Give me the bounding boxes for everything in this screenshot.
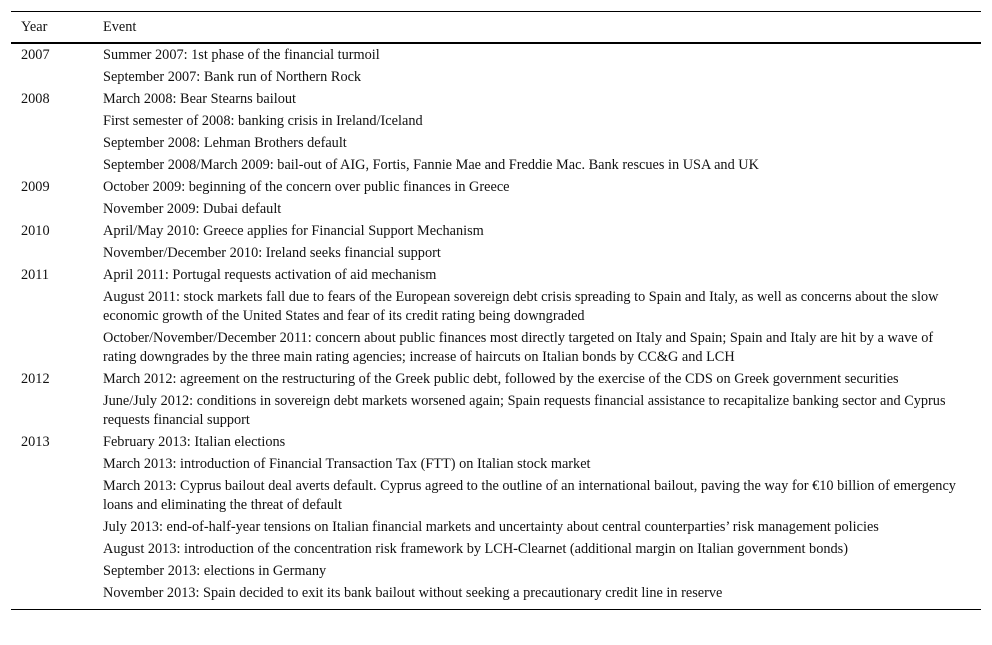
event-cell: June/July 2012: conditions in sovereign debt markets worsened again; Spain requests financial assistance to recapitalize banking sector and Cyprus requests financial support (103, 393, 946, 428)
table-row (11, 244, 981, 266)
table-row (11, 266, 981, 288)
table-row (11, 477, 981, 518)
year-cell: 2013 (21, 434, 50, 450)
event-cell: March 2012: agreement on the restructuring of the Greek public debt, followed by the exercise of the CDS on Greek government securities (103, 371, 899, 387)
year-cell (11, 112, 103, 134)
year-cell (11, 156, 103, 178)
event-cell: First semester of 2008: banking crisis in Ireland/Iceland (103, 113, 423, 129)
year-cell (11, 455, 103, 477)
table-row (11, 222, 981, 244)
year-cell (11, 584, 103, 609)
event-cell: August 2013: introduction of the concentration risk framework by LCH-Clearnet (additional margin on Italian government bonds) (103, 541, 848, 557)
table-row (11, 518, 981, 540)
table-row (11, 68, 981, 90)
table-row (11, 584, 981, 609)
table-row (11, 112, 981, 134)
year-cell (11, 68, 103, 90)
table-row (11, 200, 981, 222)
year-cell (11, 477, 103, 518)
table-row (11, 329, 981, 370)
table-row (11, 178, 981, 200)
year-cell: 2009 (21, 179, 50, 195)
year-cell (11, 392, 103, 433)
year-cell (11, 200, 103, 222)
event-cell: April/May 2010: Greece applies for Financial Support Mechanism (103, 223, 484, 239)
events-table-container (11, 11, 981, 610)
event-cell: November 2013: Spain decided to exit its bank bailout without seeking a precautionary credit line in reserve (103, 585, 723, 601)
event-cell: February 2013: Italian elections (103, 434, 286, 450)
event-column-header: Event (103, 12, 981, 43)
year-cell (11, 562, 103, 584)
year-column-header: Year (11, 12, 103, 43)
event-cell: August 2011: stock markets fall due to fears of the European sovereign debt crisis spreading to Spain and Italy, as well as concerns about the slow economic growth of the United States and fear of its credit rating being downgraded (103, 289, 939, 324)
event-cell: September 2007: Bank run of Northern Rock (103, 69, 362, 85)
event-cell: March 2013: introduction of Financial Transaction Tax (FTT) on Italian stock market (103, 456, 591, 472)
table-row (11, 288, 981, 329)
year-cell: 2008 (21, 91, 50, 107)
event-cell: September 2013: elections in Germany (103, 563, 327, 579)
event-cell: November/December 2010: Ireland seeks financial support (103, 245, 441, 261)
event-cell: October/November/December 2011: concern about public finances most directly targeted on Italy and Spain; Spain and Italy are hit by a wave of rating downgrades by the three main rating agencies; increase of haircuts on Italian bonds by CC&G and LCH (103, 330, 934, 365)
table-row (11, 134, 981, 156)
header-row (11, 12, 981, 43)
table-row (11, 90, 981, 112)
event-cell: October 2009: beginning of the concern over public finances in Greece (103, 179, 510, 195)
event-cell: September 2008/March 2009: bail-out of AIG, Fortis, Fannie Mae and Freddie Mac. Bank rescues in USA and UK (103, 157, 759, 173)
year-cell: 2011 (21, 267, 50, 283)
year-cell: 2010 (21, 223, 50, 239)
year-cell (11, 540, 103, 562)
year-cell (11, 518, 103, 540)
table-row (11, 433, 981, 455)
event-cell: November 2009: Dubai default (103, 201, 282, 217)
year-cell (11, 244, 103, 266)
event-cell: September 2008: Lehman Brothers default (103, 135, 347, 151)
year-cell (11, 134, 103, 156)
event-cell: July 2013: end-of-half-year tensions on Italian financial markets and uncertainty about central counterparties’ risk management policies (103, 519, 879, 535)
event-cell: Summer 2007: 1st phase of the financial turmoil (103, 47, 380, 63)
event-cell: April 2011: Portugal requests activation of aid mechanism (103, 267, 437, 283)
table-row (11, 43, 981, 68)
table-row (11, 370, 981, 392)
year-cell: 2012 (21, 371, 50, 387)
event-cell: March 2008: Bear Stearns bailout (103, 91, 296, 107)
year-cell (11, 288, 103, 329)
table-row (11, 392, 981, 433)
table-row (11, 455, 981, 477)
event-cell: March 2013: Cyprus bailout deal averts default. Cyprus agreed to the outline of an international bailout, paving the way for €10 billion of emergency loans and eliminating the threat of default (103, 478, 956, 513)
year-cell: 2007 (21, 47, 50, 63)
table-row (11, 540, 981, 562)
table-row (11, 562, 981, 584)
table-row (11, 156, 981, 178)
events-table (11, 12, 981, 609)
year-cell (11, 329, 103, 370)
